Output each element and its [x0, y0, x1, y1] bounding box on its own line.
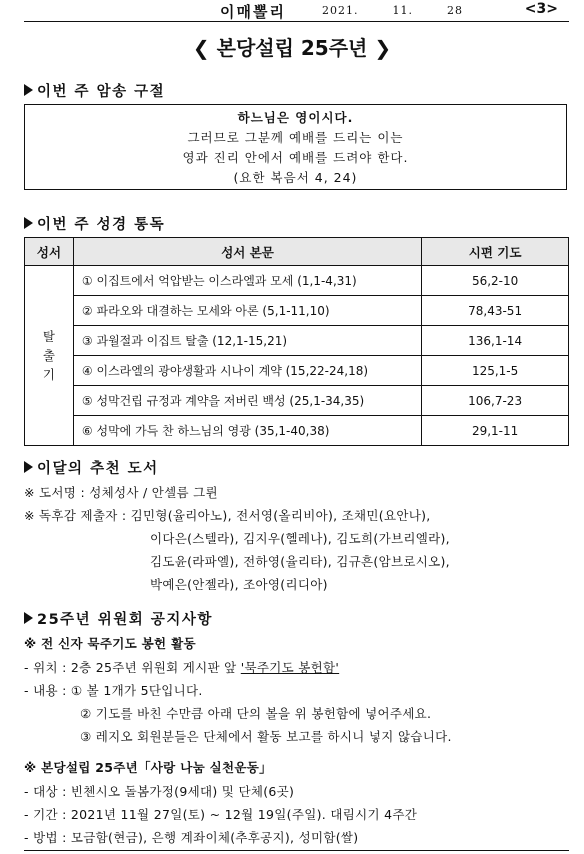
submitters-line: 이다은(스텔라), 김지우(헬레나), 김도희(가브리엘라),	[150, 531, 450, 546]
table-row	[25, 356, 569, 386]
psalm-cell: 29,1-11	[422, 416, 569, 446]
bible-reading-table	[24, 237, 569, 446]
book-char: 탈	[42, 329, 55, 344]
submitters-line: 박예은(안젤라), 조아영(리디아)	[150, 577, 328, 592]
date-day: 28	[447, 4, 463, 17]
book-recommendation-heading	[24, 457, 159, 478]
page-header	[0, 0, 584, 22]
reading-text: ⑤ 성막건립 규정과 계약을 저버린 백성 (25,1-34,35)	[73, 386, 421, 416]
book-char: 기	[42, 367, 55, 382]
table-row	[25, 416, 569, 446]
date-year: 2021.	[322, 4, 359, 17]
column-header-psalm: 시편 기도	[422, 238, 569, 266]
sharing-campaign-subheading: ※ 본당설립 25주년「사랑 나눔 실천운동」	[24, 760, 272, 775]
bible-reading-heading	[24, 213, 165, 234]
reading-text: ② 파라오와 대결하는 모세와 아론 (5,1-11,10)	[73, 296, 421, 326]
table-row	[25, 266, 569, 296]
location-text: - 위치 : 2층 25주년 위원회 게시판 앞	[24, 660, 241, 675]
book-title-line: ※ 도서명 : 성체성사 / 안셀름 그륀	[24, 485, 218, 500]
method-line: - 방법 : 모금함(현금), 은행 계좌이체(추후공지), 성미함(쌀)	[24, 830, 359, 845]
issue-date	[322, 4, 463, 17]
memory-verse-box	[24, 104, 567, 190]
committee-heading-text: 25주년 위원회 공지사항	[37, 612, 213, 628]
memory-verse-heading-text: 이번 주 암송 구절	[37, 84, 166, 100]
content-line: ③ 레지오 회원분들은 단체에서 활동 보고를 하시니 넣지 않습니다.	[80, 729, 452, 744]
reading-text: ⑥ 성막에 가득 찬 하느님의 영광 (35,1-40,38)	[73, 416, 421, 446]
rosary-subheading: ※ 전 신자 묵주기도 봉헌 활동	[24, 636, 196, 651]
psalm-cell: 125,1-5	[422, 356, 569, 386]
reading-text: ④ 이스라엘의 광야생활과 시나이 계약 (15,22-24,18)	[73, 356, 421, 386]
verse-reference: (요한 복음서 4, 24)	[233, 170, 358, 185]
triangle-bullet-icon	[24, 84, 33, 96]
book-recommendation-heading-text: 이달의 추천 도서	[37, 461, 159, 477]
verse-line: 그러므로 그분께 예배를 드리는 이는	[187, 130, 404, 145]
verse-line: 영과 진리 안에서 예배를 드려야 한다.	[182, 150, 409, 165]
column-header-book: 성서	[25, 238, 74, 266]
reading-text: ③ 과월절과 이집트 탈출 (12,1-15,21)	[73, 326, 421, 356]
date-month: 11.	[392, 4, 413, 17]
triangle-bullet-icon	[24, 217, 33, 229]
psalm-cell: 136,1-14	[422, 326, 569, 356]
bible-reading-heading-text: 이번 주 성경 통독	[37, 217, 166, 233]
content-line: ② 기도를 바친 수만큼 아래 단의 볼을 위 봉헌함에 넣어주세요.	[80, 706, 432, 721]
memory-verse-heading	[24, 80, 165, 101]
location-line	[24, 658, 339, 676]
psalm-cell: 56,2-10	[422, 266, 569, 296]
triangle-bullet-icon	[24, 612, 33, 624]
page-number: <3>	[524, 1, 558, 17]
table-row	[25, 296, 569, 326]
offering-box-label: '묵주기도 봉헌함'	[240, 660, 340, 675]
submitters-line: 김도윤(라파엘), 전하영(율리타), 김규흔(암브로시오),	[150, 554, 450, 569]
footer-rule	[24, 850, 569, 851]
book-cell	[25, 266, 74, 446]
column-header-text: 성서 본문	[73, 238, 421, 266]
book-char: 출	[42, 348, 55, 363]
header-rule	[24, 21, 569, 22]
committee-heading	[24, 608, 213, 629]
period-line: - 기간 : 2021년 11월 27일(토) ~ 12월 19일(주일). 대림시기 4주간	[24, 807, 418, 822]
reading-text: ① 이집트에서 억압받는 이스라엘과 모세 (1,1-4,31)	[73, 266, 421, 296]
submitters-line: ※ 독후감 제출자 : 김민형(율리아노), 전서영(올리비아), 조채민(요안나),	[24, 508, 431, 523]
psalm-cell: 78,43-51	[422, 296, 569, 326]
table-header-row	[25, 238, 569, 266]
content-line: - 내용 : ① 볼 1개가 5단입니다.	[24, 683, 203, 698]
target-line: - 대상 : 빈첸시오 돌봄가정(9세대) 및 단체(6곳)	[24, 784, 295, 799]
table-row	[25, 326, 569, 356]
newsletter-name: 이매뽈리	[220, 3, 286, 21]
verse-line: 하느님은 영이시다.	[237, 110, 354, 125]
psalm-cell: 106,7-23	[422, 386, 569, 416]
triangle-bullet-icon	[24, 461, 33, 473]
page-title: ❮ 본당설립 25주년 ❯	[192, 36, 392, 60]
table-row	[25, 386, 569, 416]
